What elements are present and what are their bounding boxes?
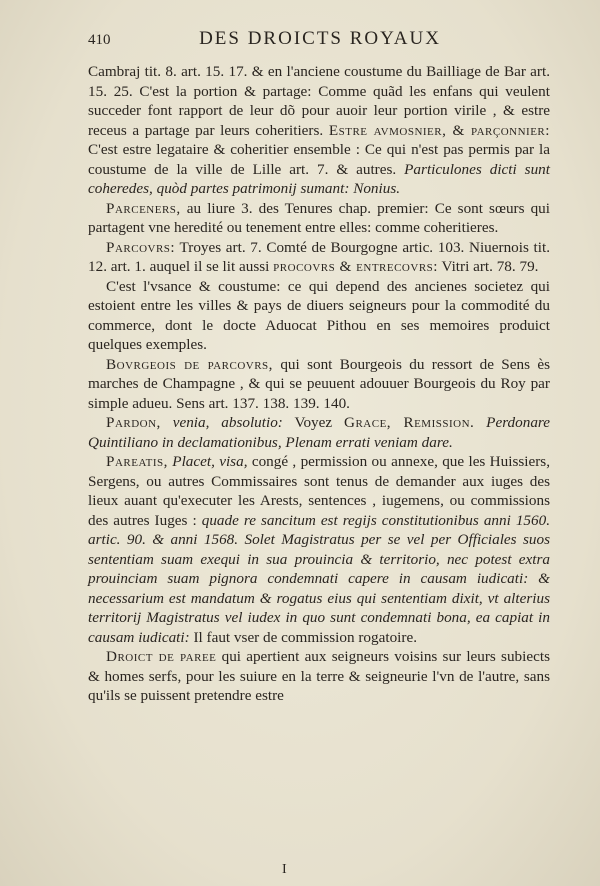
- headword: Bovrgeois de parcovrs,: [106, 355, 273, 373]
- paragraph-text: au liure 3. des Tenures chap. premier: Ce sont sœurs qui partagent vne heredité ou tenement entre elles: comme coheritieres.: [88, 199, 550, 236]
- headword: procovrs & entrecovrs:: [273, 258, 438, 275]
- latin-citation: quade re sancitum est regijs constitutionibus anni 1560. artic. 90. & anni 1568. Solet Magistratus per se vel per Officiales suos sententiam suam exequi in sua prouincia & territorio, nec potest extra prouinciam suam pignora condemnati capere in causam iudicati: & necessarium est mandatum & rogatus eius qui sententiam dixit, vt alterius territorij Magistratus vel iudex in quo sunt condemnati bona, ea capiat in causam iudicati:: [88, 511, 551, 646]
- paragraph-text: Troyes art. 7. Comté de Bourgogne artic. 103. Niuernois tit. 12. art. 1. auquel il se lit aussi: [88, 238, 550, 275]
- paragraph: [88, 277, 550, 355]
- page-number: 410: [88, 32, 111, 48]
- headword: Pardon,: [106, 414, 161, 431]
- paragraph-text: C'est estre legataire & coheritier ensemble : Ce qui n'est pas permis par la coustume de la ville de Lille art. 7. & autres.: [88, 141, 550, 178]
- headword: Estre avmosnier, & parçonnier:: [328, 121, 550, 139]
- headword: Grace, Remission.: [343, 414, 475, 431]
- paragraph: [88, 62, 550, 199]
- headword: Parcovrs:: [106, 238, 176, 256]
- paragraph: [88, 647, 550, 706]
- headword: Pareatis,: [106, 453, 168, 470]
- latin-citation: Particulones dicti sunt coheredes, quòd partes patrimonij sumant: Nonius.: [88, 160, 550, 197]
- headword: Droict de paree: [106, 648, 217, 665]
- paragraph-text: Voyez: [282, 414, 344, 431]
- paragraph: [88, 238, 550, 277]
- running-title: DES DROICTS ROYAUX: [199, 28, 441, 49]
- latin-citation: Perdonare Quintiliano in declamationibus, Plenam errati veniam dare.: [88, 414, 551, 451]
- paragraph-text: C'est l'vsance & coustume: ce qui depend des ancienes societez qui estoient entre les villes & pays de diuers seigneurs pour la commodité du commerce, dont le docte Aduocat Pithou en ses memoires produict quelques exemples.: [88, 277, 550, 353]
- paragraph-text: Cambraj tit. 8. art. 15. 17. & en l'anciene coustume du Bailliage de Bar art. 15. 25. C'est la portion & partage: Comme quãd les enfans qui veulent succeder font rapport de leur dõ pour auoir leur portion virile , & estre receus a partage par leurs coheritiers.: [88, 63, 550, 139]
- paragraph: [88, 413, 550, 452]
- headword: Parceners,: [106, 199, 181, 217]
- body-text: [88, 62, 550, 706]
- paragraph-text: Vitri art. 78. 79.: [438, 258, 539, 275]
- paragraph: [88, 355, 550, 414]
- paragraph-text: qui apertient aux seigneurs voisins sur leurs subiects & homes serfs, pour les suiure en la terre & seigneurie l'vn de l'autre, sans qu'ils se puissent pretendre estre: [88, 648, 550, 704]
- paragraph: [88, 199, 550, 238]
- paragraph-text: qui sont Bourgeois du ressort de Sens ès marches de Champagne , & qui se peuuent adouuer Bourgeois du Roy par simple adueu. Sens art. 137. 138. 139. 140.: [88, 355, 550, 412]
- paragraph: [88, 452, 550, 647]
- paragraph-text: congé , permission ou annexe, que les Huissiers, Sergens, ou autres Commissaires sont tenus de demander aux iuges des lieux auant qu'executer les Arests, sentences , iugemens, ou commissions des autres Iuges :: [88, 453, 551, 529]
- latin-citation: venia, absolutio:: [160, 414, 283, 431]
- page-header: [88, 28, 550, 62]
- signature-mark: I: [282, 862, 287, 877]
- paragraph-text: Il faut vser de commission rogatoire.: [189, 628, 417, 646]
- latin-citation: Placet, visa,: [167, 453, 248, 470]
